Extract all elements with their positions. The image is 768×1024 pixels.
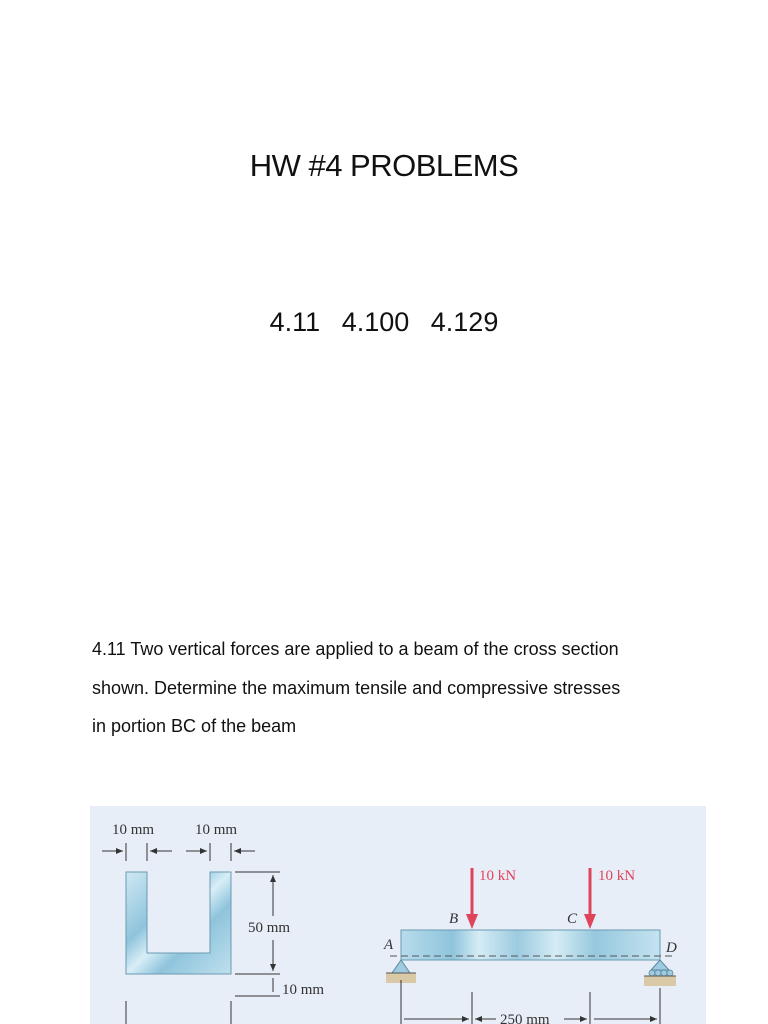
dim-top-left-label: 10 mm — [112, 822, 155, 838]
dim-height-label: 50 mm — [248, 920, 291, 936]
support-d — [644, 960, 676, 986]
span-dimension-label: 250 mm — [500, 1012, 550, 1024]
dim-height-lines — [126, 872, 280, 1024]
dim-top-right-label: 10 mm — [195, 822, 238, 838]
problem-line-2: shown. Determine the maximum tensile and compressive stresses — [92, 677, 621, 698]
problem-numbers: 4.11 4.100 4.129 — [269, 307, 499, 337]
point-a-label: A — [384, 937, 394, 953]
force-c-arrow — [584, 868, 596, 929]
dim-bottom-label: 10 mm — [282, 982, 325, 998]
beam-diagram — [90, 806, 706, 1024]
beam-figure — [90, 806, 706, 1024]
problem-line-3: in portion BC of the beam — [92, 716, 297, 736]
dim-top-arrows — [102, 843, 255, 861]
point-c-label: C — [567, 911, 578, 927]
force-b-arrow — [466, 868, 478, 929]
problem-statement — [92, 630, 692, 746]
point-d-label: D — [666, 940, 677, 956]
problem-line-1: 4.11 Two vertical forces are applied to a beam of the cross section — [92, 639, 619, 659]
u-cross-section — [126, 872, 231, 974]
force-b-label: 10 kN — [479, 868, 517, 884]
page-title: HW #4 PROBLEMS — [249, 148, 519, 183]
support-a — [386, 960, 416, 983]
point-b-label: B — [449, 911, 459, 927]
force-c-label: 10 kN — [598, 868, 636, 884]
